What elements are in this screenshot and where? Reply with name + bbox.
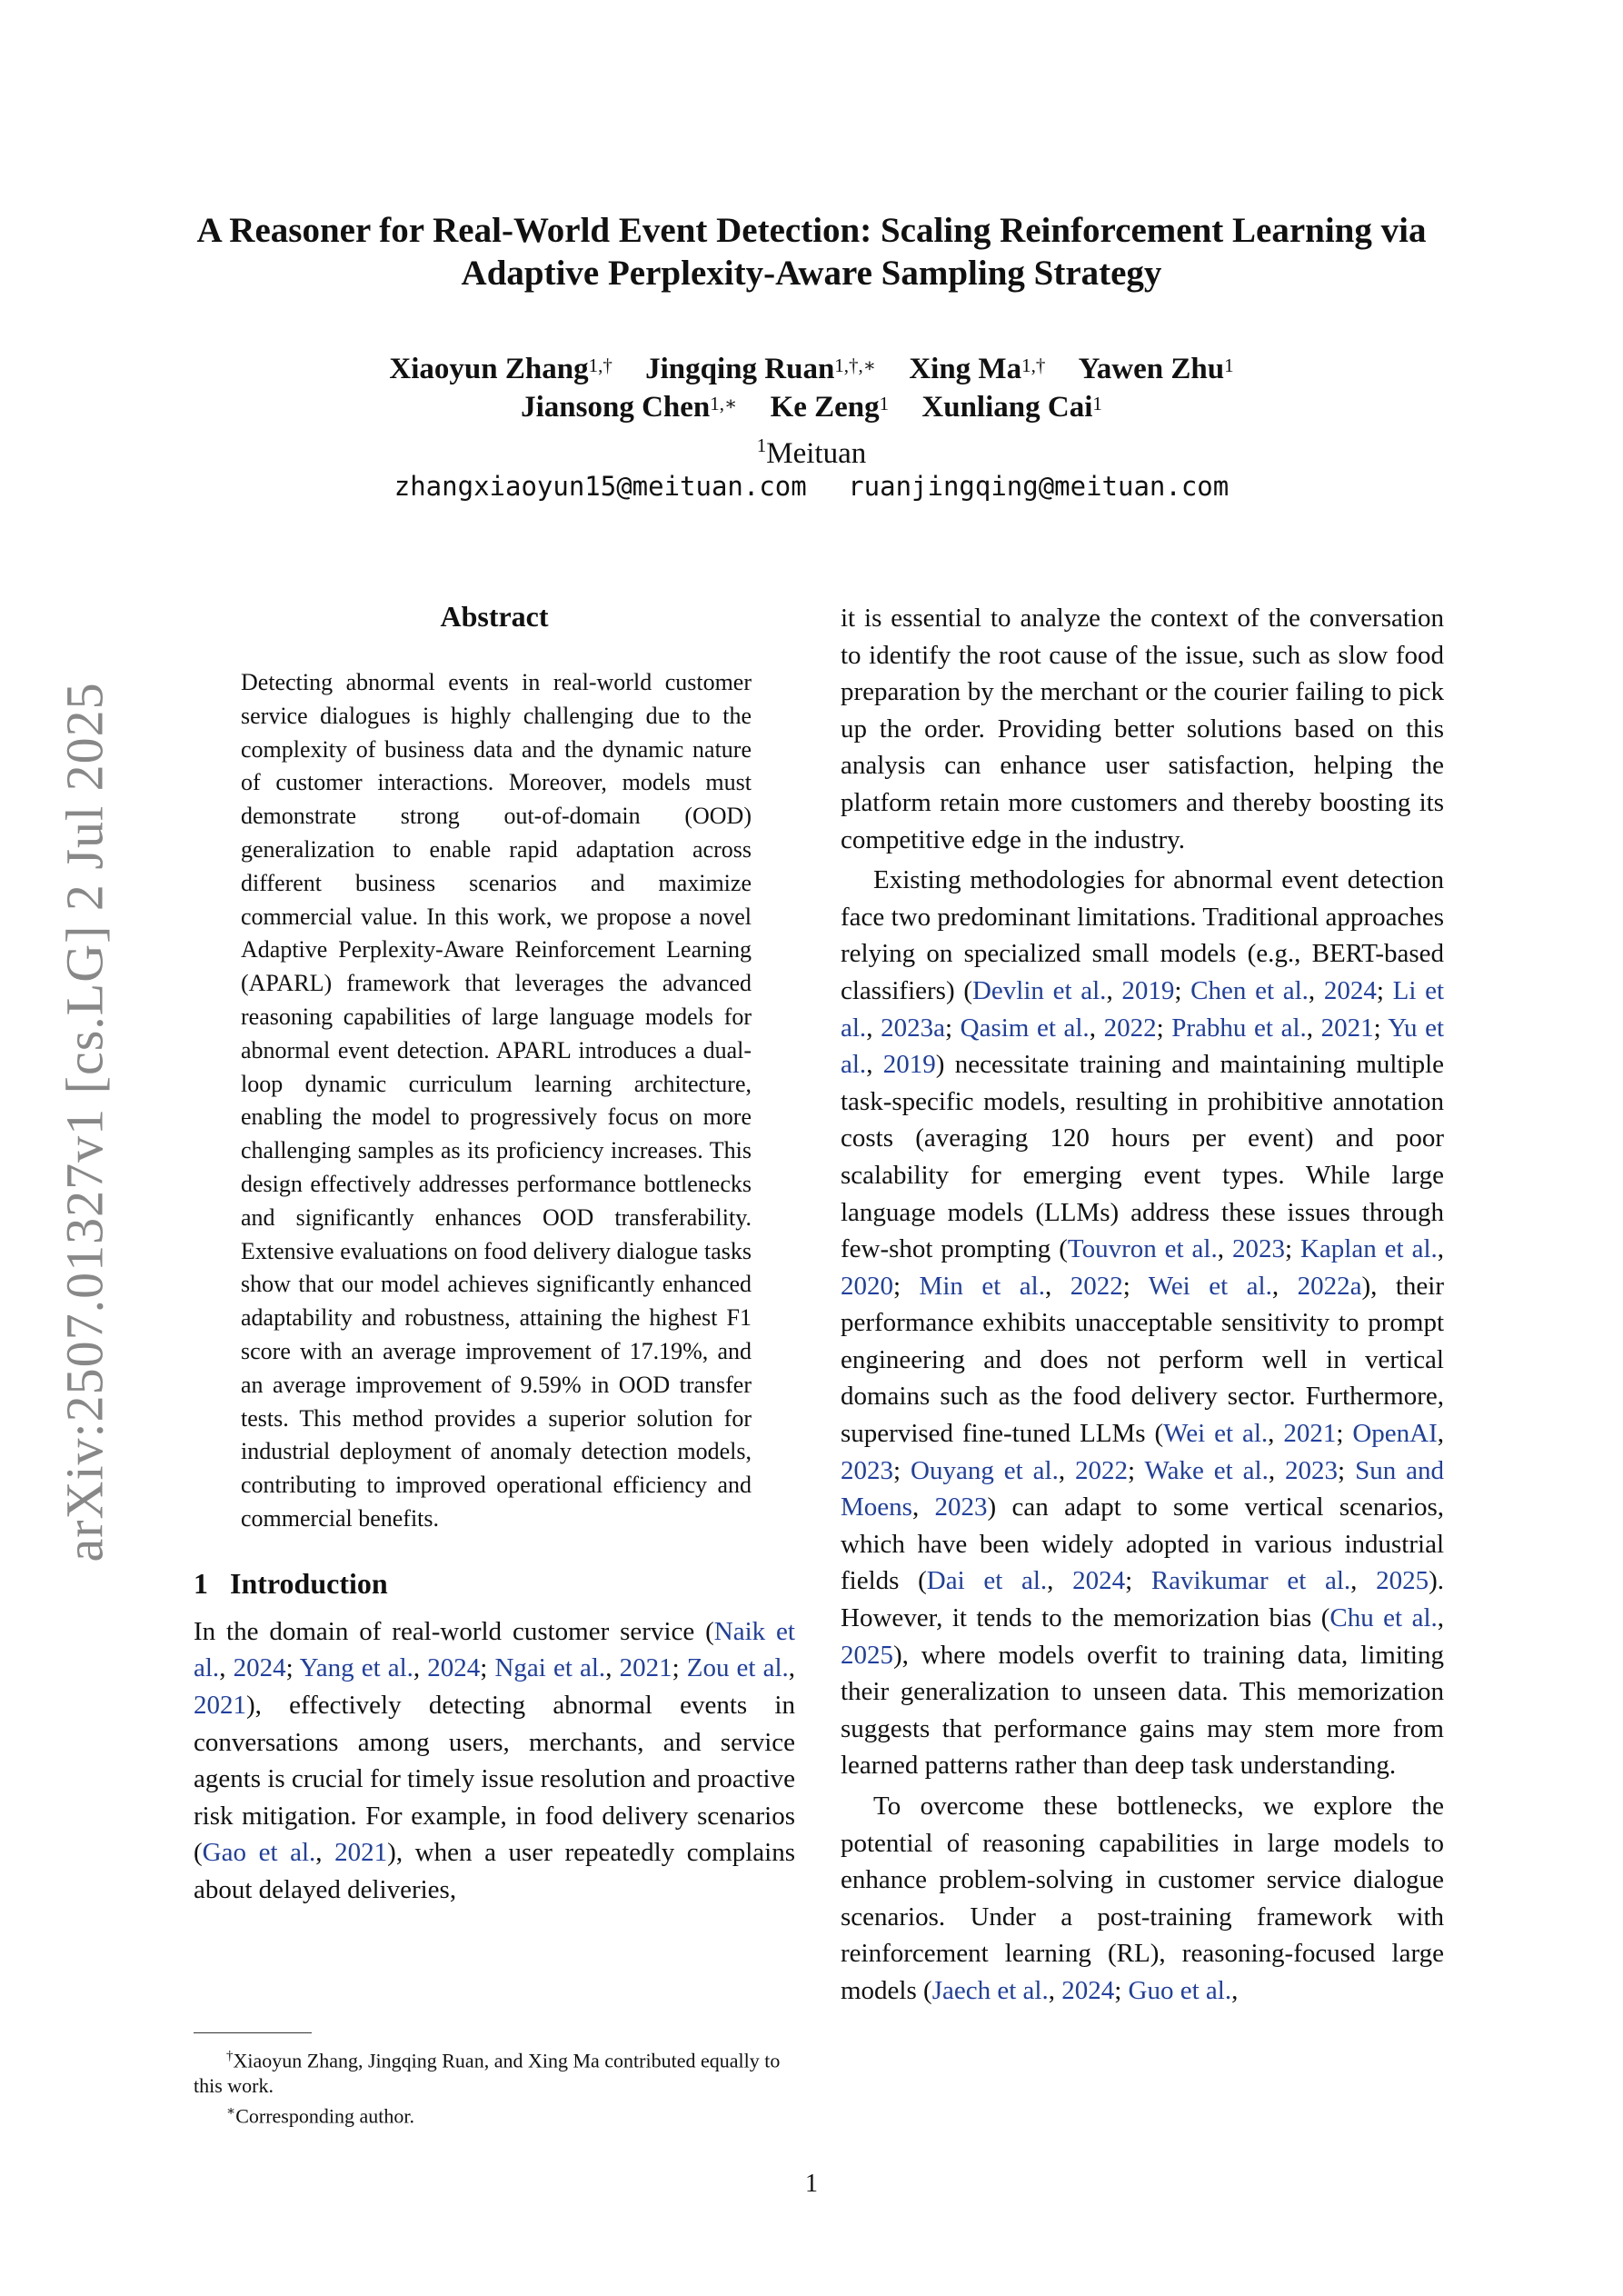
intro-paragraph-1-continued: it is essential to analyze the context of the conversation to identify the root cause of the issue, such as slow food preparation by the merchant or the courier failing to pick up the order. Providing better solutions based on this analysis can enhance user satisfaction, helping the platform retain more customers and thereby boosting its competitive edge in the industry. (841, 604, 1444, 854)
citation-link[interactable]: 2021 (194, 1690, 246, 1720)
citation-link[interactable]: 2022 (1103, 1013, 1157, 1043)
email-link[interactable]: zhangxiaoyun15@meituan.com (393, 471, 807, 502)
citation-link[interactable]: 2023 (1285, 1455, 1339, 1485)
citation-link[interactable]: Yang et al. (299, 1653, 413, 1683)
citation-link[interactable]: Wei et al. (1163, 1419, 1269, 1449)
citation-link[interactable]: Touvron et al. (1067, 1234, 1218, 1264)
citation-link[interactable]: Jaech et al. (931, 1975, 1049, 2005)
citation-link[interactable]: 2019 (882, 1050, 936, 1080)
citation-link[interactable]: Wake et al. (1144, 1455, 1269, 1485)
citation-link[interactable]: Dai et al. (926, 1566, 1048, 1596)
citation-link[interactable]: Qasim et al. (960, 1013, 1090, 1043)
abstract-heading: Abstract (440, 600, 549, 633)
author-line-1 (182, 350, 1441, 388)
section-heading-introduction: 1 Introduction (194, 1566, 388, 1600)
citation-link[interactable]: 2024 (1061, 1975, 1115, 2005)
citation-link[interactable]: Ravikumar et al. (1150, 1566, 1351, 1596)
citation-link[interactable]: Li et al. (841, 975, 1445, 1043)
intro-paragraph-3: To overcome these bottlenecks, we explore the potential of reasoning capabilities in large models to enhance problem-solving in customer service dialogue scenarios. Under a post-training framework with reinforcement learning (RL), reasoning-focused large models (Jaech et al., 2024; Guo et al., (841, 1792, 1444, 2005)
author-list (182, 350, 1441, 426)
citation-link[interactable]: Gao et al. (202, 1838, 316, 1868)
footnote-divider (194, 2032, 312, 2033)
citation-link[interactable]: Ouyang et al. (911, 1455, 1059, 1485)
citation-link[interactable]: 2024 (1072, 1566, 1126, 1596)
paper-title: A Reasoner for Real-World Event Detection: Scaling Reinforcement Learning via Adaptive Perplexity-Aware Sampling Strategy (196, 211, 1427, 293)
citation-link[interactable]: Prabhu et al. (1171, 1013, 1307, 1043)
footnote-corresponding-author: ∗Corresponding author. (226, 2104, 414, 2128)
citation-link[interactable]: Guo et al. (1128, 1975, 1232, 2005)
author: Jingqing Ruan$^{1,\dagger,∗}$ (645, 353, 877, 385)
left-column (194, 600, 795, 1908)
author-line-2 (182, 388, 1441, 426)
citation-link[interactable]: Wei et al. (1148, 1271, 1272, 1301)
author: Ke Zeng$^1$ (770, 391, 890, 424)
citation-link[interactable]: 2025 (1376, 1566, 1429, 1596)
citation-link[interactable]: 2023 (934, 1492, 988, 1522)
email-link[interactable]: ruanjingqing@meituan.com (848, 471, 1230, 502)
abstract-text: Detecting abnormal events in real-world customer service dialogues is highly challenging due to the complexity of business data and the dynamic nature of customer interactions. Moreover, models must demonstrate strong out-of-domain (OOD) generalization to enable rapid adaptation across different business scenarios and maximize commercial value. In this work, we propose a novel Adaptive Perplexity-Aware Reinforcement Learning (APARL) framework that leverages the advanced reasoning capabilities of large language models for abnormal event detection. APARL introduces a dual-loop dynamic curriculum learning architecture, enabling the model to progressively focus on more challenging samples as its proficiency increases. This design effectively addresses performance bottlenecks and significantly enhances OOD transferability. Extensive evaluations on food delivery dialogue tasks show that our model achieves significantly enhanced adaptability and robustness, attaining the highest F1 score with an average improvement of 17.19%, and an average improvement of 9.59% in OOD transfer tests. This method provides a superior solution for industrial deployment of anomaly detection models, contributing to improved operational efficiency and commercial benefits. (241, 669, 752, 1532)
citation-link[interactable]: Chen et al. (1190, 975, 1309, 1005)
citation-link[interactable]: Ngai et al. (494, 1653, 606, 1683)
citation-link[interactable]: OpenAI (1352, 1419, 1438, 1449)
citation-link[interactable]: Chu et al. (1329, 1603, 1438, 1633)
footnote-equal-contribution: †Xiaoyun Zhang, Jingqing Ruan, and Xing Ma contributed equally to this work. (194, 2049, 781, 2098)
citation-link[interactable]: 2024 (1323, 975, 1377, 1005)
arxiv-identifier-stamp: arXiv:2507.01327v1 [cs.LG] 2 Jul 2025 (55, 682, 115, 1562)
citation-link[interactable]: Naik et al. (194, 1616, 795, 1683)
citation-link[interactable]: 2023a (881, 1013, 945, 1043)
email-list (182, 471, 1441, 502)
citation-link[interactable]: 2021 (1320, 1013, 1374, 1043)
right-column (841, 600, 1444, 2010)
author: Xing $Ma^{1,\dagger}$ (909, 353, 1046, 385)
intro-paragraph-1: In the domain of real-world customer service (Naik et al., 2024; Yang et al., 2024; Ngai et al., 2021; Zou et al., 2021), effectively detecting abnormal events in conversations among users, merchants, and service agents is crucial for timely issue resolution and proactive risk mitigation. For example, in food delivery scenarios (Gao et al., 2021), when a user repeatedly complains about delayed deliveries, (194, 1616, 796, 1904)
citation-link[interactable]: Kaplan et al. (1299, 1234, 1438, 1264)
intro-paragraph-2: Existing methodologies for abnormal event detection face two predominant limitations. Traditional approaches relying on specialized small models (e.g., BERT-based classifiers) (Devlin et al., 2019; Chen et al., 2024; Li et al., 2023a; Qasim et al., 2022; Prabhu et al., 2021; Yu et al., 2019) necessitate training and maintaining multiple task-specific models, resulting in prohibitive annotation costs (averaging 120 hours per event) and poor scalability for emerging event types. While large language models (LLMs) address these issues through few-shot prompting (Touvron et al., 2023; Kaplan et al., 2020; Min et al., 2022; Wei et al., 2022a), their performance exhibits unacceptable sensitivity to prompt engineering and does not perform well in vertical domains such as the food delivery sector. Furthermore, supervised fine-tuned LLMs (Wei et al., 2021; OpenAI, 2023; Ouyang et al., 2022; Wake et al., 2023; Sun and Moens, 2023) can adapt to some vertical scenarios, which have been widely adopted in various industrial fields (Dai et al., 2024; Ravikumar et al., 2025). However, it tends to the memorization bias (Chu et al., 2025), where models overfit to training data, limiting their generalization to unseen data. This memorization suggests that performance gains may stem more from learned patterns rather than deep task understanding. (841, 865, 1445, 1781)
citation-link[interactable]: 2024 (427, 1653, 481, 1683)
citation-link[interactable]: 2021 (1283, 1419, 1337, 1449)
citation-link[interactable]: Zou et al. (686, 1653, 789, 1683)
citation-link[interactable]: 2025 (841, 1640, 893, 1670)
citation-link[interactable]: 2019 (1121, 975, 1175, 1005)
citation-link[interactable]: 2021 (334, 1838, 388, 1868)
citation-link[interactable]: 2021 (619, 1653, 672, 1683)
page-number: 1 (805, 2170, 818, 2198)
citation-link[interactable]: Yu et al. (841, 1013, 1445, 1080)
author: Xiaoyun Zhang$^{1,\dagger}$ (389, 353, 612, 385)
citation-link[interactable]: 2023 (841, 1455, 893, 1485)
citation-link[interactable]: 2022a (1297, 1271, 1362, 1301)
footnotes (194, 2043, 795, 2130)
citation-link[interactable]: 2023 (1231, 1234, 1285, 1264)
citation-link[interactable]: 2022 (1070, 1271, 1123, 1301)
citation-link[interactable]: 2024 (233, 1653, 286, 1683)
author: Xunliang Cai$^1$ (921, 391, 1102, 424)
citation-link[interactable]: Devlin et al. (971, 975, 1107, 1005)
citation-link[interactable]: Min et al. (919, 1271, 1045, 1301)
author: Jiansong Chen$^{1,∗}$ (521, 391, 738, 424)
author: Yawen Zhu$^1$ (1078, 353, 1234, 385)
citation-link[interactable]: Sun and Moens (841, 1455, 1445, 1522)
citation-link[interactable]: 2020 (841, 1271, 893, 1301)
citation-link[interactable]: 2022 (1075, 1455, 1129, 1485)
affiliation: $^1$Meituan (756, 434, 867, 470)
